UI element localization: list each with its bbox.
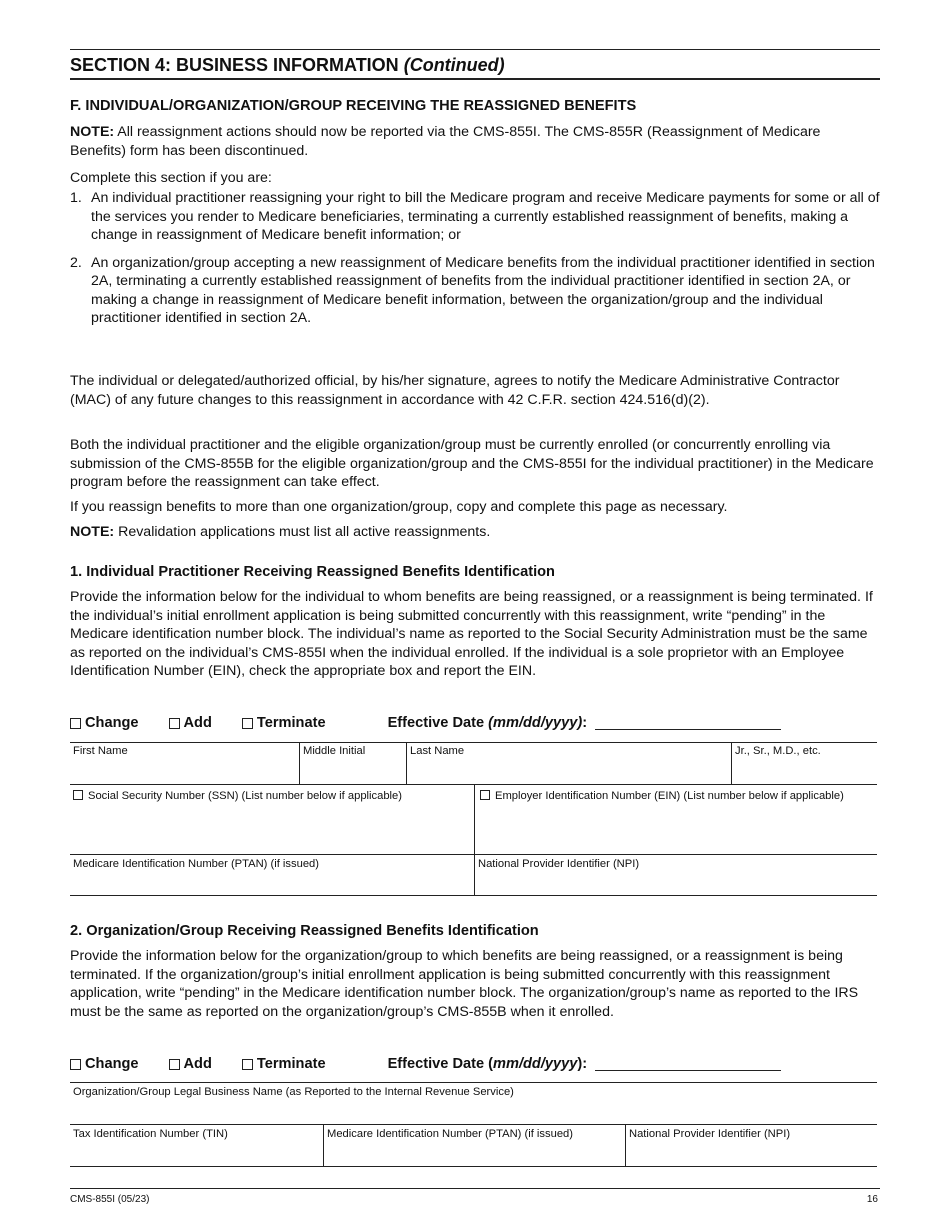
add-checkbox[interactable] xyxy=(169,1056,212,1072)
change-checkbox[interactable] xyxy=(70,1056,139,1072)
effective-date-label xyxy=(388,1056,588,1072)
first-name-field[interactable] xyxy=(70,743,299,784)
section-continued: (Continued) xyxy=(403,55,505,75)
ssn-checkbox[interactable] xyxy=(73,790,83,800)
form-number: CMS-855I (05/23) xyxy=(70,1194,150,1205)
individual-table xyxy=(70,742,877,896)
terminate-checkbox[interactable] xyxy=(242,715,326,731)
name-row xyxy=(70,743,877,785)
field-label: Medicare Identification Number (PTAN) (if issued) xyxy=(73,858,319,870)
checkbox-icon[interactable] xyxy=(169,718,180,729)
change-checkbox[interactable] xyxy=(70,715,139,731)
section-rule xyxy=(70,78,880,80)
list-item xyxy=(70,254,880,328)
field-label: First Name xyxy=(73,745,128,757)
list-text: An individual practitioner reassigning your right to bill the Medicare program and receive Medicare payments for some or all of the services you render to Medicare beneficiaries, terminating a currently established reassignment of benefits, making a change in reassignment of Medicare benefit information; or xyxy=(91,190,880,243)
conditions-list xyxy=(70,189,880,337)
field-label: National Provider Identifier (NPI) xyxy=(478,858,640,870)
checkbox-label: Change xyxy=(85,1056,139,1072)
field-label: National Provider Identifier (NPI) xyxy=(629,1128,791,1140)
note-2 xyxy=(70,523,880,542)
suffix-field[interactable] xyxy=(731,743,877,784)
sub2-instructions: Provide the information below for the organization/group to which benefits are being reassigned, or a reassignment is being terminated. If the organization/group’s initial enrollment application is being submitted concurrently with this reassignment application, write “pending” in the Medicare identification number block. The organization/group’s name as reported to the IRS must be the same as reported on the organization/group’s CMS-855B when it enrolled. xyxy=(70,948,859,1020)
eff-colon: : xyxy=(582,715,588,731)
complete-intro: Complete this section if you are: xyxy=(70,170,272,186)
top-rule xyxy=(70,49,880,50)
checkbox-label: Terminate xyxy=(256,715,326,731)
eff-format: (mm/dd/yyyy) xyxy=(488,715,583,731)
enrollment-paragraph: Both the individual practitioner and the eligible organization/group must be currently enrolled (or concurrently enrolling via submission of the CMS-855B for the eligible organization/group and the CMS-855I for the individual practitioner) in the Medicare program before the reassignment can take effect. xyxy=(70,437,874,490)
add-checkbox[interactable] xyxy=(169,715,212,731)
list-item xyxy=(70,189,880,245)
ein-checkbox[interactable] xyxy=(480,790,490,800)
terminate-checkbox[interactable] xyxy=(242,1056,326,1072)
list-text: An organization/group accepting a new reassignment of Medicare benefits from the individual practitioner identified in section 2A, terminating a currently established reassignment of benefits from the individual practitioner identified in section 2A, or making a change in reassignment of Medicare benefit information, between the organization/group and the individual practitioner identified in section 2A. xyxy=(91,254,875,326)
field-label: Medicare Identification Number (PTAN) (if issued) xyxy=(327,1128,573,1140)
checkbox-icon[interactable] xyxy=(242,1059,253,1070)
note-label: NOTE: xyxy=(70,524,115,540)
footer-rule xyxy=(70,1188,880,1189)
page-number: 16 xyxy=(866,1194,878,1205)
ptan-npi-row xyxy=(70,855,877,896)
checkbox-label: Terminate xyxy=(256,1056,326,1072)
legal-name-field[interactable] xyxy=(70,1083,877,1124)
middle-initial-field[interactable] xyxy=(299,743,406,784)
field-label: Tax Identification Number (TIN) xyxy=(73,1128,228,1140)
section-title xyxy=(70,54,880,76)
checkbox-icon[interactable] xyxy=(169,1059,180,1070)
sub1-instructions: Provide the information below for the individual to whom benefits are being reassigned, or a reassignment is being terminated. If the individual’s initial enrollment application is being submitted concurrently with this reassignment, write “pending” in the Medicare identification number block. The individual’s name as reported to the Social Security Administration must be the same as reported on the individual’s CMS-855I when the individual enrolled. If the individual is a sole proprietor with an Employee Identification Number (EIN), check the appropriate box and report the EIN. xyxy=(70,589,873,679)
part-f-heading: F. INDIVIDUAL/ORGANIZATION/GROUP RECEIVING THE REASSIGNED BENEFITS xyxy=(70,98,637,114)
checkbox-icon[interactable] xyxy=(242,718,253,729)
eff-label: Effective Date ( xyxy=(387,1056,493,1072)
ssn-field[interactable] xyxy=(70,785,474,854)
section-title-text: SECTION 4: BUSINESS INFORMATION xyxy=(70,55,399,75)
npi-field[interactable] xyxy=(474,855,877,895)
sub1-heading: 1. Individual Practitioner Receiving Reassigned Benefits Identification xyxy=(70,564,555,580)
note-1 xyxy=(70,123,880,160)
field-label: Last Name xyxy=(410,745,465,757)
note-label: NOTE: xyxy=(70,124,115,140)
legal-name-row xyxy=(70,1083,877,1125)
field-label: Middle Initial xyxy=(303,745,366,757)
tin-field[interactable] xyxy=(70,1125,323,1166)
sub1-action-row xyxy=(70,713,880,733)
signature-paragraph: The individual or delegated/authorized official, by his/her signature, agrees to notify the Medicare Administrative Contractor (MAC) of any future changes to this reassignment in accordance with 42 C.F.R. section 424.516(d)(2). xyxy=(70,373,840,408)
field-label: Organization/Group Legal Business Name (as Reported to the Internal Revenue Service) xyxy=(73,1086,514,1098)
field-label: Jr., Sr., M.D., etc. xyxy=(735,745,821,757)
note-text: All reassignment actions should now be reported via the CMS-855I. The CMS-855R (Reassignment of Medicare Benefits) form has been discontinued. xyxy=(70,124,821,159)
field-label: Employer Identification Number (EIN) (List number below if applicable) xyxy=(495,790,844,802)
note-text: Revalidation applications must list all active reassignments. xyxy=(114,524,491,540)
eff-format: mm/dd/yyyy xyxy=(493,1056,578,1072)
ptan-field[interactable] xyxy=(323,1125,625,1166)
ptan-field[interactable] xyxy=(70,855,474,895)
checkbox-label: Add xyxy=(183,1056,212,1072)
tin-row xyxy=(70,1125,877,1167)
ein-field[interactable] xyxy=(474,785,877,854)
eff-label: Effective Date xyxy=(387,715,489,731)
effective-date-field[interactable] xyxy=(595,716,781,730)
checkbox-label: Add xyxy=(183,715,212,731)
footer xyxy=(70,1194,878,1205)
sub2-action-row xyxy=(70,1054,880,1074)
last-name-field[interactable] xyxy=(406,743,731,784)
eff-colon: ): xyxy=(577,1056,588,1072)
field-label: Social Security Number (SSN) (List number below if applicable) xyxy=(88,790,402,802)
npi-field[interactable] xyxy=(625,1125,877,1166)
copy-paragraph: If you reassign benefits to more than one organization/group, copy and complete this page as necessary. xyxy=(70,499,728,515)
sub2-heading: 2. Organization/Group Receiving Reassigned Benefits Identification xyxy=(70,923,539,939)
effective-date-label xyxy=(388,715,588,731)
list-number: 1. xyxy=(70,190,82,206)
ssn-ein-row xyxy=(70,785,877,855)
checkbox-label: Change xyxy=(85,715,139,731)
organization-table xyxy=(70,1082,877,1167)
effective-date-field[interactable] xyxy=(595,1057,781,1071)
checkbox-icon[interactable] xyxy=(70,1059,81,1070)
list-number: 2. xyxy=(70,254,82,271)
checkbox-icon[interactable] xyxy=(70,718,81,729)
